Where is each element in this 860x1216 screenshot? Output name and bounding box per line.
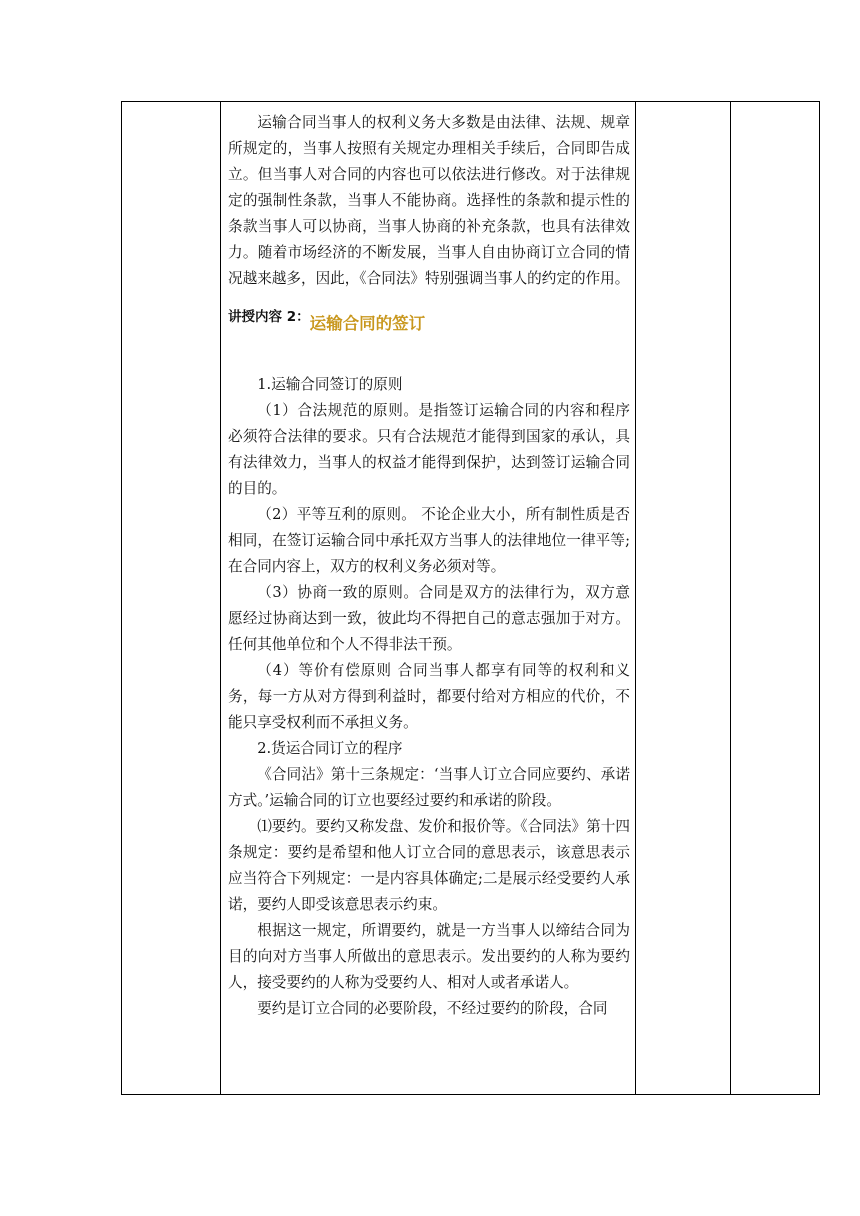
paragraph: （2）平等互利的原则。 不论企业大小，所有制性质是否相同，在签订运输合同中承托双方当事人的法律地位一律平等;在合同内容上，双方的权利义务必须对等。 bbox=[228, 506, 630, 575]
section-prefix: 讲授内容 2： bbox=[228, 309, 310, 325]
paragraph: 1.运输合同签订的原则 bbox=[257, 376, 403, 393]
section-title: 运输合同的签订 bbox=[309, 314, 426, 333]
lecture-content bbox=[221, 102, 635, 1094]
paragraph: ⑴要约。要约又称发盘、发价和报价等。《合同法》第十四条规定：要约是希望和他人订立合同的意思表示，该意思表示应当符合下列规定：一是内容具体确定;二是展示经受要约人承诺，要约人即受该意思表示约束。 bbox=[228, 818, 630, 913]
paragraph: 《合同沾》第十三条规定：‘当事人订立合同应要约、承诺方式。’运输合同的订立也要经过要约和承诺的阶段。 bbox=[228, 766, 630, 809]
paragraph: 2.货运合同订立的程序 bbox=[257, 740, 403, 757]
table-row bbox=[122, 102, 820, 1095]
paragraph: 根据这一规定，所谓要约，就是一方当事人以缔结合同为目的向对方当事人所做出的意思表示。发出要约的人称为要约人，接受要约的人称为受要约人、相对人或者承诺人。 bbox=[228, 922, 630, 991]
spacer bbox=[228, 336, 630, 372]
blank-cell-4 bbox=[731, 102, 820, 1095]
paragraph: （4）等价有偿原则 合同当事人都享有同等的权利和义务，每一方从对方得到利益时，都要付给对方相应的代价，不能只享受权利而不承担义务。 bbox=[228, 662, 630, 731]
section-heading bbox=[228, 306, 630, 336]
blank-cell-3 bbox=[636, 102, 731, 1095]
left-blank-cell bbox=[122, 102, 221, 1095]
content-cell bbox=[221, 102, 636, 1095]
paragraph: 要约是订立合同的必要阶段，不经过要约的阶段，合同 bbox=[257, 1000, 608, 1017]
intro-paragraph: 运输合同当事人的权利义务大多数是由法律、法规、规章所规定的，当事人按照有关规定办理相关手续后，合同即告成立。但当事人对合同的内容也可以依法进行修改。对于法律规定的强制性条款，当事人不能协商。选择性的条款和提示性的条款当事人可以协商，当事人协商的补充条款，也具有法律效力。随着市场经济的不断发展，当事人自由协商订立合同的情况越来越多，因此，《合同法》特别强调当事人的约定的作用。 bbox=[228, 114, 630, 287]
paragraph: （3）协商一致的原则。合同是双方的法律行为，双方意愿经过协商达到一致，彼此均不得把自己的意志强加于对方。任何其他单位和个人不得非法干预。 bbox=[228, 584, 630, 653]
paragraph: （1）合法规范的原则。是指签订运输合同的内容和程序必须符合法律的要求。只有合法规范才能得到国家的承认，具有法律效力，当事人的权益才能得到保护，达到签订运输合同的目的。 bbox=[228, 402, 630, 497]
lesson-table bbox=[121, 101, 820, 1095]
